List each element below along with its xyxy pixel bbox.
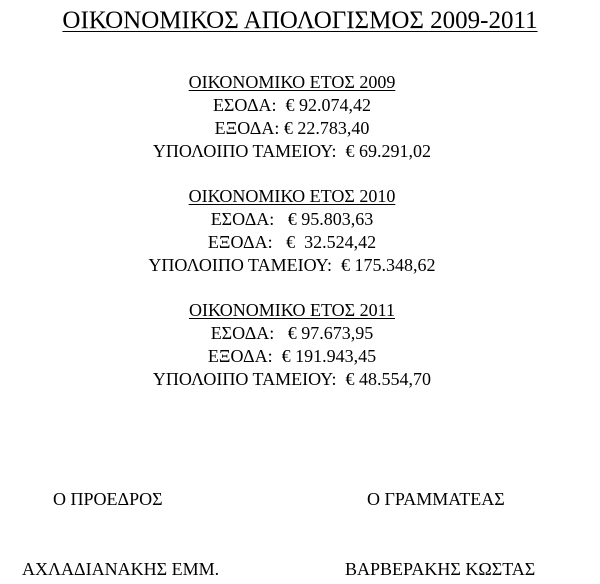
secretary-role: Ο ΓΡΑΜΜΑΤΕΑΣ (367, 489, 505, 509)
expenses-line: ΕΞΟΔΑ: € 191.943,45 (207, 346, 377, 366)
secretary-name: ΒΑΡΒΕΡΑΚΗΣ ΚΩΣΤΑΣ (345, 559, 536, 579)
year-section-2010 (0, 185, 584, 277)
income-line: ΕΣΟΔΑ: € 97.673,95 (210, 323, 374, 343)
expenses-line: ΕΞΟΔΑ: € 22.783,40 (214, 118, 370, 138)
year-heading: ΟΙΚΟΝΟΜΙΚΟ ΕΤΟΣ 2009 (188, 72, 396, 92)
year-section-2011 (0, 299, 584, 391)
president-name: ΑΧΛΑΔΙΑΝΑΚΗΣ ΕΜΜ. (22, 559, 220, 579)
president-role: Ο ΠΡΟΕΔΡΟΣ (53, 489, 163, 509)
expenses-line: ΕΞΟΔΑ: € 32.524,42 (207, 232, 377, 252)
document-title: ΟΙΚΟΝΟΜΙΚΟΣ ΑΠΟΛΟΓΙΣΜΟΣ 2009-2011 (62, 7, 538, 34)
income-line: ΕΣΟΔΑ: € 92.074,42 (212, 95, 372, 115)
year-heading: ΟΙΚΟΝΟΜΙΚΟ ΕΤΟΣ 2011 (189, 300, 395, 320)
balance-line: ΥΠΟΛΟΙΠΟ ΤΑΜΕΙΟΥ: € 48.554,70 (152, 369, 432, 389)
income-line: ΕΣΟΔΑ: € 95.803,63 (210, 209, 374, 229)
year-section-2009 (0, 71, 584, 163)
balance-line: ΥΠΟΛΟΙΠΟ ΤΑΜΕΙΟΥ: € 69.291,02 (152, 141, 432, 161)
balance-line: ΥΠΟΛΟΙΠΟ ΤΑΜΕΙΟΥ: € 175.348,62 (148, 255, 436, 275)
year-heading: ΟΙΚΟΝΟΜΙΚΟ ΕΤΟΣ 2010 (188, 186, 396, 206)
